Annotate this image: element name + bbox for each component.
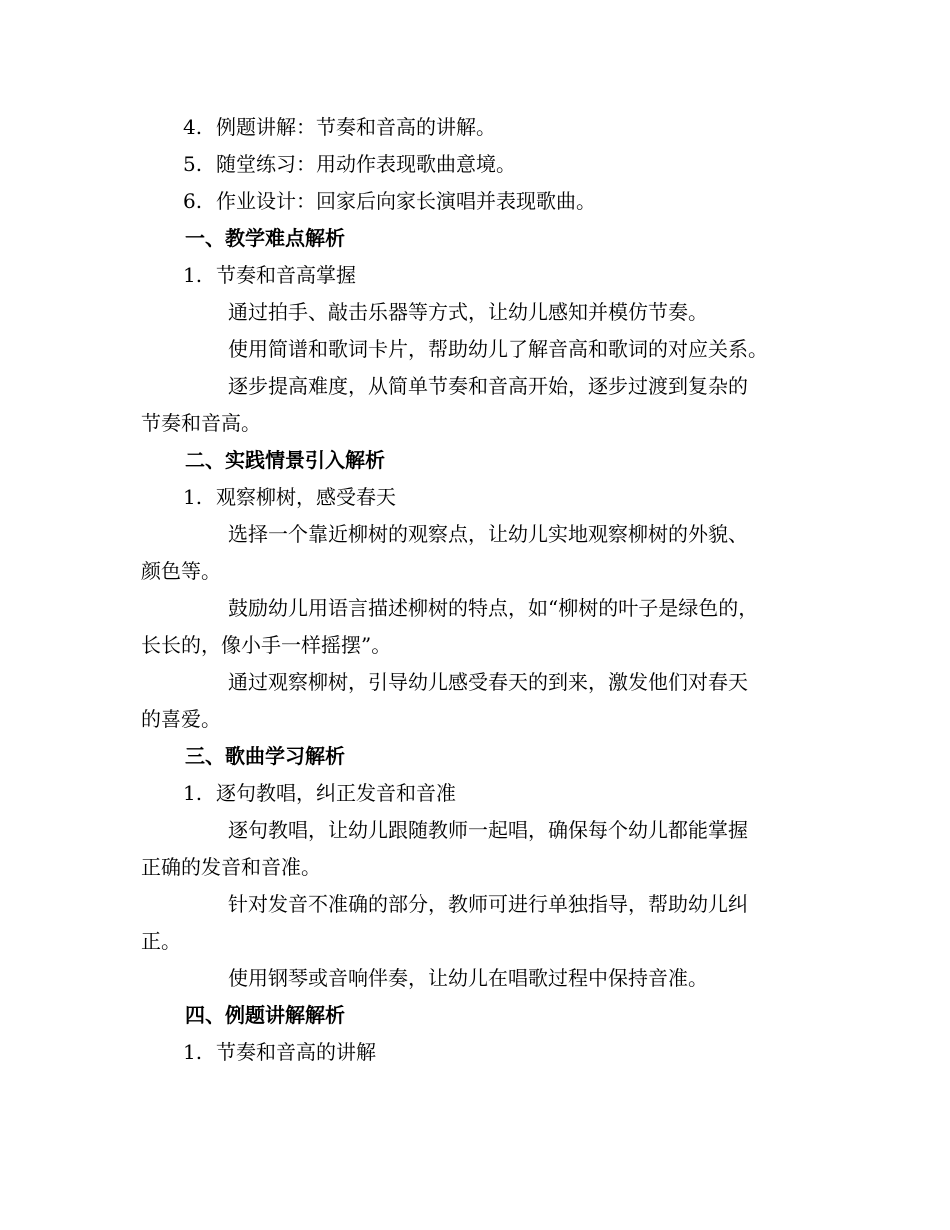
list-item — [183, 781, 456, 805]
list-number: 5. — [183, 152, 203, 176]
section-heading: 二、实践情景引入解析 — [185, 448, 385, 472]
paragraph-continuation: 的喜爱。 — [141, 707, 221, 731]
list-item — [183, 115, 496, 139]
list-text: 随堂练习：用动作表现歌曲意境。 — [216, 152, 516, 176]
paragraph-continuation: 正确的发音和音准。 — [141, 855, 321, 879]
list-number: 1. — [183, 263, 203, 287]
list-number: 4. — [183, 115, 203, 139]
paragraph: 针对发音不准确的部分，教师可进行单独指导，帮助幼儿纠 — [228, 892, 748, 916]
list-text: 节奏和音高掌握 — [216, 263, 356, 287]
list-number: 6. — [183, 189, 203, 213]
list-number: 1. — [183, 1040, 203, 1064]
list-text: 观察柳树，感受春天 — [216, 485, 396, 509]
list-item — [183, 189, 596, 213]
paragraph: 通过观察柳树，引导幼儿感受春天的到来，激发他们对春天 — [228, 670, 748, 694]
section-heading: 四、例题讲解解析 — [185, 1003, 345, 1027]
paragraph-continuation: 节奏和音高。 — [141, 411, 261, 435]
list-text: 例题讲解：节奏和音高的讲解。 — [216, 115, 496, 139]
section-heading: 一、教学难点解析 — [185, 226, 345, 250]
section-heading: 三、歌曲学习解析 — [185, 744, 345, 768]
list-item — [183, 485, 396, 509]
paragraph-continuation: 颜色等。 — [141, 559, 221, 583]
list-item — [183, 152, 516, 176]
paragraph: 鼓励幼儿用语言描述柳树的特点，如“柳树的叶子是绿色的， — [228, 596, 759, 620]
paragraph: 选择一个靠近柳树的观察点，让幼儿实地观察柳树的外貌、 — [228, 522, 748, 546]
paragraph: 使用简谱和歌词卡片，帮助幼儿了解音高和歌词的对应关系。 — [228, 337, 768, 361]
paragraph-continuation: 正。 — [141, 929, 181, 953]
list-text: 节奏和音高的讲解 — [216, 1040, 376, 1064]
paragraph: 使用钢琴或音响伴奏，让幼儿在唱歌过程中保持音准。 — [228, 966, 708, 990]
paragraph: 逐步提高难度，从简单节奏和音高开始，逐步过渡到复杂的 — [228, 374, 748, 398]
paragraph: 逐句教唱，让幼儿跟随教师一起唱，确保每个幼儿都能掌握 — [228, 818, 748, 842]
paragraph: 通过拍手、敲击乐器等方式，让幼儿感知并模仿节奏。 — [228, 300, 708, 324]
list-item — [183, 1040, 376, 1064]
list-number: 1. — [183, 781, 203, 805]
list-text: 作业设计：回家后向家长演唱并表现歌曲。 — [216, 189, 596, 213]
list-number: 1. — [183, 485, 203, 509]
list-text: 逐句教唱，纠正发音和音准 — [216, 781, 456, 805]
paragraph-continuation: 长长的，像小手一样摇摆”。 — [141, 633, 392, 657]
list-item — [183, 263, 356, 287]
